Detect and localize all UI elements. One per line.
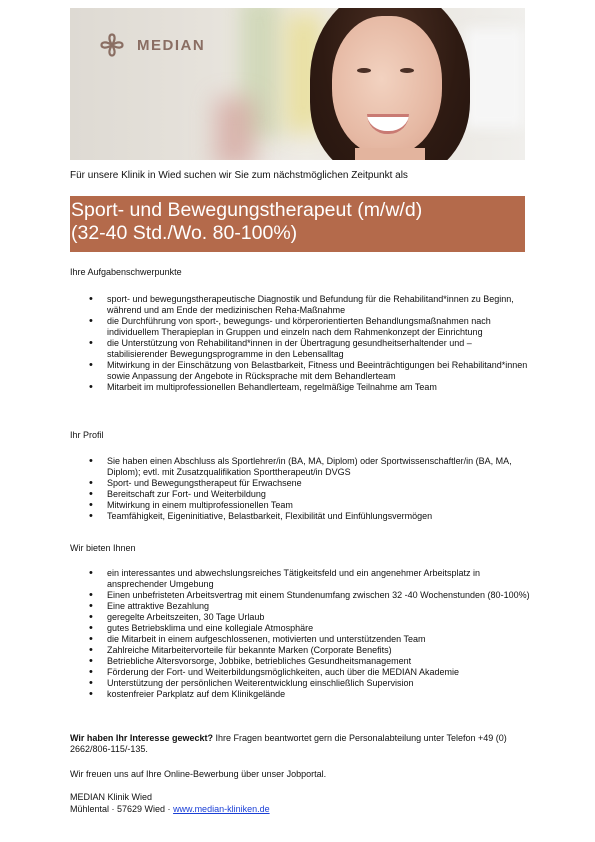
tasks-list	[70, 294, 530, 393]
list-item: • Mitwirkung in der Einschätzung von Belastbarkeit, Fitness und Beeinträchtigungen bei Rehabilitand*innen sowie Anpassung der Angebote in Rücksprache mit dem Behandlerteam	[70, 360, 530, 382]
tasks-heading: Ihre Aufgabenschwerpunkte	[70, 267, 182, 277]
list-item: • Sport- und Bewegungstherapeut für Erwachsene	[70, 478, 530, 489]
footer-clinic: MEDIAN Klinik Wied	[70, 792, 153, 802]
logo-wordmark: MEDIAN	[137, 36, 206, 54]
profile-list	[70, 456, 530, 522]
online-application-text: Wir freuen uns auf Ihre Online-Bewerbung über unser Jobportal.	[70, 769, 327, 779]
job-title: Sport- und Bewegungstherapeut (m/w/d)	[71, 199, 423, 221]
website-link[interactable]: www.median-kliniken.de	[173, 804, 270, 814]
list-item: • Einen unbefristeten Arbeitsvertrag mit einem Stundenumfang zwischen 32 -40 Wochenstunden (80-100%)	[70, 590, 530, 601]
offer-list	[70, 568, 530, 700]
median-logo	[93, 27, 205, 63]
list-item: • Unterstützung der persönlichen Weiterentwicklung einschließlich Supervision	[70, 678, 530, 689]
contact-text: Ihre Fragen beantwortet gern die Personalabteilung unter Telefon +49 (0) 2662/806-115/-135.	[70, 733, 507, 754]
list-item: • die Durchführung von sport-, bewegungs- und körperorientierten Behandlungsmaßnahmen nach individuellem Therapieplan in Gruppen und einzeln nach dem Rahmenkonzept der Einrichtung	[70, 316, 530, 338]
job-title-banner	[70, 196, 525, 252]
list-item: • Förderung der Fort- und Weiterbildungsmöglichkeiten, auch über die MEDIAN Akademie	[70, 667, 530, 678]
profile-heading: Ihr Profil	[70, 430, 104, 440]
contact-lead: Wir haben Ihr Interesse geweckt?	[70, 733, 213, 743]
median-logo-icon	[93, 27, 131, 63]
list-item: • Mitarbeit im multiprofessionellen Behandlerteam, regelmäßige Teilnahme am Team	[70, 382, 530, 393]
list-item: • Betriebliche Altersvorsorge, Jobbike, betriebliches Gesundheitsmanagement	[70, 656, 530, 667]
footer-address-line	[70, 804, 530, 815]
list-item: • die Unterstützung von Rehabilitand*innen in der Übertragung gesundheitserhaltender und – stabilisierender Bewegungsprogramme in den Lebensalltag	[70, 338, 530, 360]
list-item: • kostenfreier Parkplatz auf dem Klinikgelände	[70, 689, 530, 700]
job-hours: (32-40 Std./Wo. 80-100%)	[71, 222, 298, 244]
list-item: • geregelte Arbeitszeiten, 30 Tage Urlaub	[70, 612, 530, 623]
list-item: • Bereitschaft zur Fort- und Weiterbildung	[70, 489, 530, 500]
list-item: • Zahlreiche Mitarbeitervorteile für bekannte Marken (Corporate Benefits)	[70, 645, 530, 656]
list-item: • die Mitarbeit in einem aufgeschlossenen, motivierten und unterstützenden Team	[70, 634, 530, 645]
list-item: • Mitwirkung in einem multiprofessionellen Team	[70, 500, 530, 511]
list-item: • ein interessantes und abwechslungsreiches Tätigkeitsfeld und ein angenehmer Arbeitsplatz in ansprechender Umgebung	[70, 568, 530, 590]
contact-paragraph	[70, 733, 530, 755]
list-item: • Sie haben einen Abschluss als Sportlehrer/in (BA, MA, Diplom) oder Sportwissenschaftler/in (BA, MA, Diplom); evtl. mit Zusatzqualifikation Sporttherapeut/in DVGS	[70, 456, 530, 478]
intro-text: Für unsere Klinik in Wied suchen wir Sie zum nächstmöglichen Zeitpunkt als	[70, 170, 408, 181]
list-item: • Teamfähigkeit, Eigeninitiative, Belastbarkeit, Flexibilität und Einfühlungsvermögen	[70, 511, 530, 522]
footer-address: Mühlental · 57629 Wied ·	[70, 804, 174, 814]
list-item: • sport- und bewegungstherapeutische Diagnostik und Befundung für die Rehabilitand*innen zu Beginn, während und am Ende der medizinischen Reha-Maßnahme	[70, 294, 530, 316]
list-item: • gutes Betriebsklima und eine kollegiale Atmosphäre	[70, 623, 530, 634]
list-item: • Eine attraktive Bezahlung	[70, 601, 530, 612]
offer-heading: Wir bieten Ihnen	[70, 543, 136, 553]
